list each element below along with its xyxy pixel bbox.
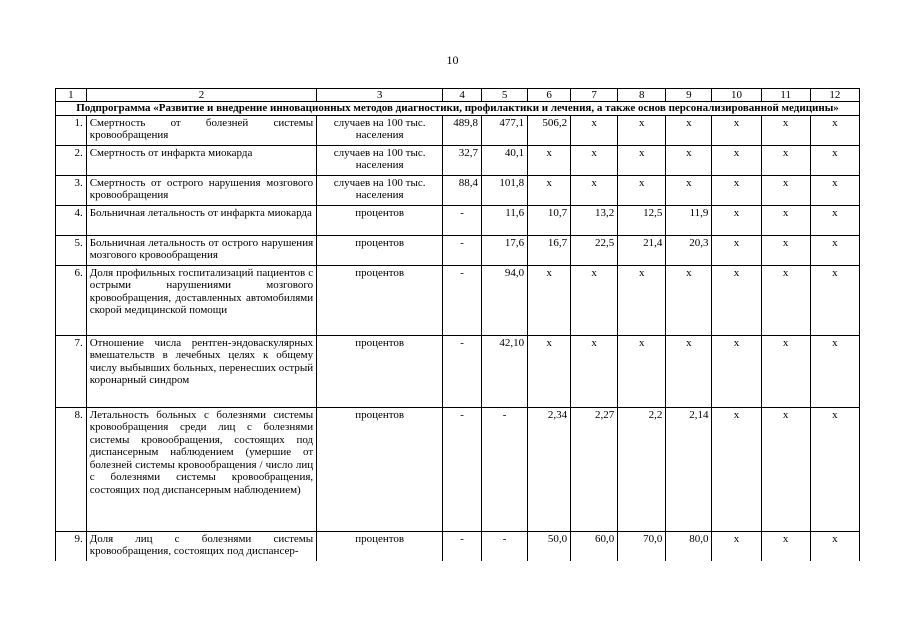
column-number-2: 2 <box>86 89 316 102</box>
value-cell: x <box>528 335 571 407</box>
value-cell: - <box>443 235 482 265</box>
value-cell: 60,0 <box>571 531 618 561</box>
value-cell: x <box>761 175 810 205</box>
column-number-8: 8 <box>618 89 666 102</box>
value-cell: 11,9 <box>666 205 712 235</box>
value-cell: - <box>443 205 482 235</box>
unit-of-measure: процентов <box>317 265 443 335</box>
value-cell: 101,8 <box>482 175 528 205</box>
table-row <box>56 265 860 335</box>
indicator-name: Больничная летальность от острого нарушения мозгового кровообращения <box>86 235 316 265</box>
value-cell: - <box>482 531 528 561</box>
unit-of-measure: случаев на 100 тыс. населения <box>317 145 443 175</box>
value-cell: x <box>761 235 810 265</box>
value-cell: x <box>712 407 761 531</box>
value-cell: 94,0 <box>482 265 528 335</box>
value-cell: 2,2 <box>618 407 666 531</box>
indicator-name: Больничная летальность от инфаркта миокарда <box>86 205 316 235</box>
row-number: 6. <box>56 265 87 335</box>
value-cell: x <box>761 531 810 561</box>
indicator-name: Смертность от инфаркта миокарда <box>86 145 316 175</box>
value-cell: x <box>666 175 712 205</box>
value-cell: - <box>443 335 482 407</box>
value-cell: x <box>571 115 618 145</box>
row-number: 8. <box>56 407 87 531</box>
value-cell: x <box>761 265 810 335</box>
value-cell: x <box>810 335 859 407</box>
value-cell: x <box>810 265 859 335</box>
value-cell: x <box>666 115 712 145</box>
value-cell: x <box>712 115 761 145</box>
value-cell: x <box>712 205 761 235</box>
row-number: 3. <box>56 175 87 205</box>
value-cell: x <box>810 531 859 561</box>
value-cell: x <box>528 175 571 205</box>
row-number: 9. <box>56 531 87 561</box>
value-cell: 17,6 <box>482 235 528 265</box>
value-cell: x <box>618 115 666 145</box>
unit-of-measure: процентов <box>317 407 443 531</box>
row-number: 5. <box>56 235 87 265</box>
column-number-6: 6 <box>528 89 571 102</box>
value-cell: x <box>618 175 666 205</box>
page-number: 10 <box>446 53 459 67</box>
value-cell: x <box>810 407 859 531</box>
value-cell: 13,2 <box>571 205 618 235</box>
column-number-10: 10 <box>712 89 761 102</box>
value-cell: x <box>618 265 666 335</box>
value-cell: 2,27 <box>571 407 618 531</box>
table-row <box>56 407 860 531</box>
value-cell: x <box>810 145 859 175</box>
indicator-name: Смертность от острого нарушения мозгового кровообращения <box>86 175 316 205</box>
row-number: 1. <box>56 115 87 145</box>
value-cell: 80,0 <box>666 531 712 561</box>
column-number-1: 1 <box>56 89 87 102</box>
value-cell: x <box>712 265 761 335</box>
unit-of-measure: процентов <box>317 235 443 265</box>
value-cell: x <box>571 265 618 335</box>
value-cell: 2,14 <box>666 407 712 531</box>
value-cell: 16,7 <box>528 235 571 265</box>
value-cell: x <box>571 145 618 175</box>
column-number-9: 9 <box>666 89 712 102</box>
value-cell: x <box>761 407 810 531</box>
table-row <box>56 115 860 145</box>
column-number-5: 5 <box>482 89 528 102</box>
value-cell: 506,2 <box>528 115 571 145</box>
unit-of-measure: случаев на 100 тыс. населения <box>317 115 443 145</box>
value-cell: x <box>712 175 761 205</box>
value-cell: x <box>712 335 761 407</box>
value-cell: 20,3 <box>666 235 712 265</box>
value-cell: - <box>482 407 528 531</box>
value-cell: x <box>666 145 712 175</box>
value-cell: 40,1 <box>482 145 528 175</box>
value-cell: - <box>443 265 482 335</box>
value-cell: 12,5 <box>618 205 666 235</box>
unit-of-measure: процентов <box>317 531 443 561</box>
table-row <box>56 175 860 205</box>
table-row <box>56 335 860 407</box>
subprogram-row <box>56 102 860 116</box>
value-cell: x <box>761 205 810 235</box>
value-cell: x <box>571 175 618 205</box>
unit-of-measure: случаев на 100 тыс. населения <box>317 175 443 205</box>
table-row <box>56 235 860 265</box>
value-cell: 22,5 <box>571 235 618 265</box>
value-cell: x <box>528 265 571 335</box>
value-cell: 2,34 <box>528 407 571 531</box>
value-cell: x <box>666 335 712 407</box>
value-cell: x <box>810 175 859 205</box>
value-cell: x <box>810 205 859 235</box>
indicator-name: Смертность от болезней системы кровообращения <box>86 115 316 145</box>
value-cell: 32,7 <box>443 145 482 175</box>
unit-of-measure: процентов <box>317 205 443 235</box>
value-cell: x <box>761 145 810 175</box>
table-row <box>56 145 860 175</box>
column-number-4: 4 <box>443 89 482 102</box>
value-cell: x <box>761 335 810 407</box>
unit-of-measure: процентов <box>317 335 443 407</box>
value-cell: x <box>618 335 666 407</box>
value-cell: 50,0 <box>528 531 571 561</box>
value-cell: 21,4 <box>618 235 666 265</box>
value-cell: x <box>618 145 666 175</box>
indicator-name: Доля лиц с болезнями системы кровообращения, состоящих под диспансер- <box>86 531 316 561</box>
value-cell: 10,7 <box>528 205 571 235</box>
column-number-11: 11 <box>761 89 810 102</box>
table-row <box>56 205 860 235</box>
value-cell: 477,1 <box>482 115 528 145</box>
value-cell: x <box>712 531 761 561</box>
value-cell: 42,10 <box>482 335 528 407</box>
value-cell: x <box>712 235 761 265</box>
table-row <box>56 531 860 561</box>
row-number: 2. <box>56 145 87 175</box>
value-cell: 11,6 <box>482 205 528 235</box>
value-cell: - <box>443 407 482 531</box>
column-number-12: 12 <box>810 89 859 102</box>
indicator-name: Отношение числа рентген-эндоваскулярных вмешательств в лечебных целях к общему числу выбывших больных, перенесших острый коронарный синдром <box>86 335 316 407</box>
value-cell: - <box>443 531 482 561</box>
value-cell: x <box>712 145 761 175</box>
column-number-row <box>56 89 860 102</box>
row-number: 4. <box>56 205 87 235</box>
indicators-table <box>55 88 860 561</box>
subprogram-title: Подпрограмма «Развитие и внедрение инновационных методов диагностики, профилактики и лечения, а также основ персонализированной медицины» <box>56 102 860 116</box>
value-cell: 88,4 <box>443 175 482 205</box>
row-number: 7. <box>56 335 87 407</box>
value-cell: x <box>810 115 859 145</box>
value-cell: x <box>761 115 810 145</box>
value-cell: x <box>666 265 712 335</box>
indicator-name: Летальность больных с болезнями системы кровообращения среди лиц с болезнями системы кровообращения, состоящих под диспансерным наблюдением (умершие от болезней системы кровообращения / число лиц с болезнями системы кровообращения, состоящих под диспансерным наблюдением) <box>86 407 316 531</box>
indicator-name: Доля профильных госпитализаций пациентов с острыми нарушениями мозгового кровообращения, доставленных автомобилями скорой медицинской помощи <box>86 265 316 335</box>
value-cell: 489,8 <box>443 115 482 145</box>
value-cell: x <box>571 335 618 407</box>
value-cell: 70,0 <box>618 531 666 561</box>
value-cell: x <box>528 145 571 175</box>
column-number-7: 7 <box>571 89 618 102</box>
column-number-3: 3 <box>317 89 443 102</box>
value-cell: x <box>810 235 859 265</box>
